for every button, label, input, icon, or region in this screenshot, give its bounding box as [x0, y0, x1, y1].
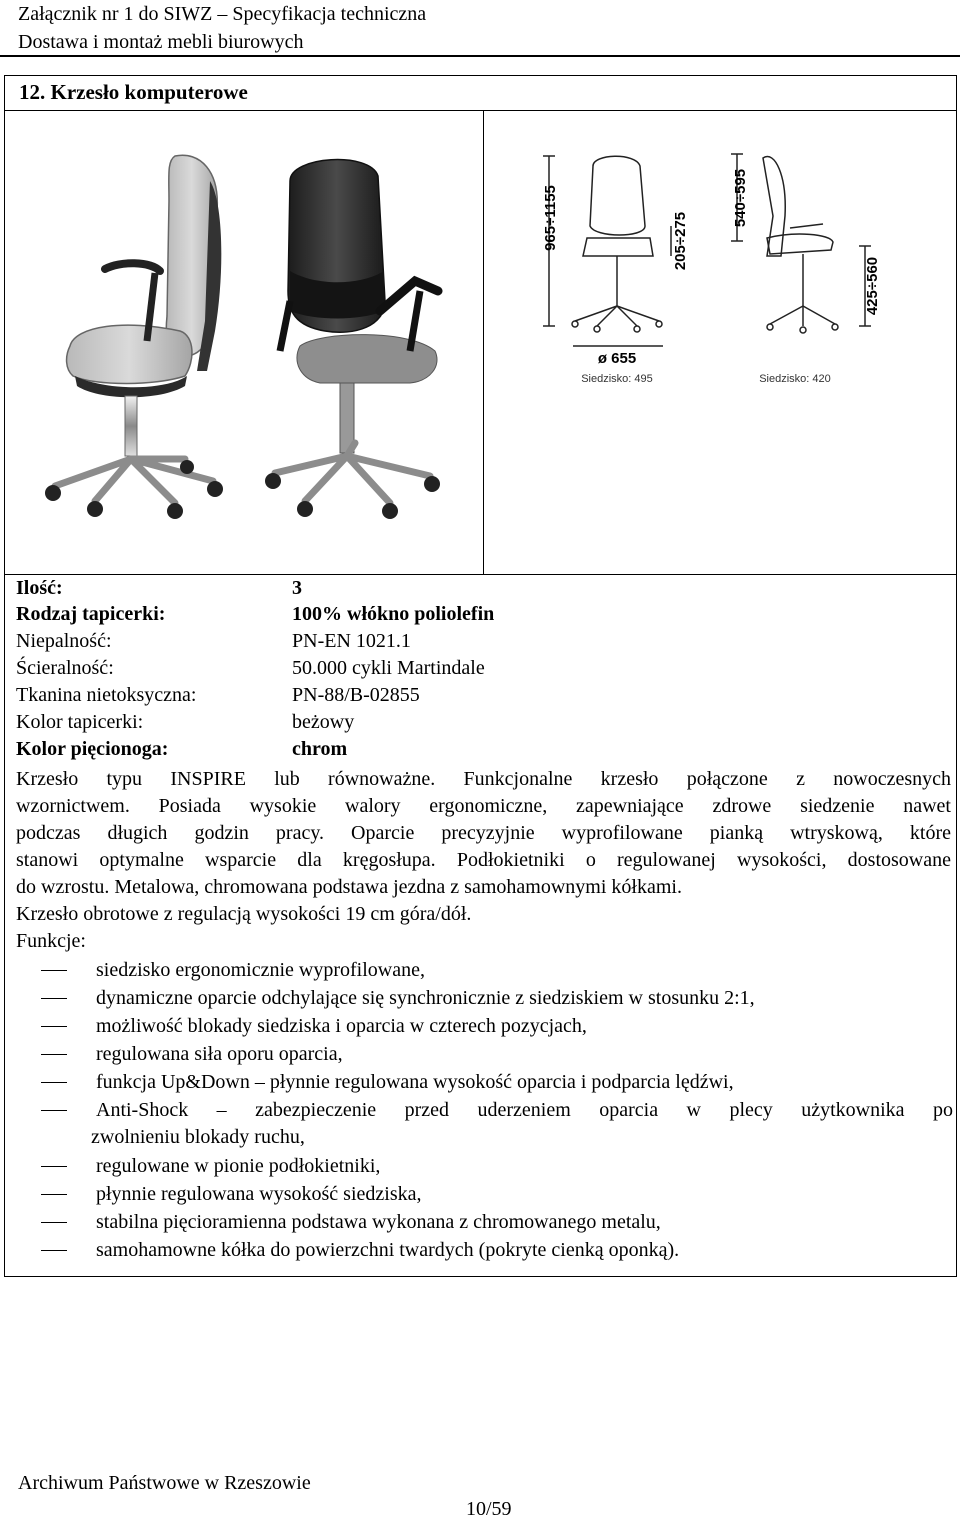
seat-side-label: Siedzisko: 420	[759, 373, 831, 385]
chair-side-photo	[35, 141, 235, 521]
spec-value: PN-EN 1021.1	[292, 630, 411, 652]
function-text: Anti-Shock – zabezpieczenie przed uderzeniem oparcia w plecy użytkownika po	[96, 1099, 953, 1121]
page-number: 10/59	[466, 1498, 512, 1520]
spec-label: Ilość:	[16, 577, 63, 599]
function-text: regulowana siła oporu oparcia,	[96, 1043, 343, 1065]
spec-label: Kolor pięcionoga:	[16, 738, 169, 760]
section-title-box	[4, 75, 957, 111]
description-paragraph	[16, 766, 951, 900]
spec-value: beżowy	[292, 711, 355, 733]
function-text: samohamowne kółka do powierzchni twardych (pokryte cienką oponką).	[96, 1239, 680, 1261]
function-text: regulowane w pionie podłokietniki,	[96, 1155, 381, 1177]
dim-height-total: 965÷1155	[542, 185, 559, 251]
dim-back-height: 540÷595	[732, 168, 749, 228]
dash-bullet-icon	[41, 1026, 67, 1027]
spec-label: Niepalność:	[16, 630, 112, 652]
dash-bullet-icon	[41, 998, 67, 999]
spec-label: Ścieralność:	[16, 657, 114, 679]
function-text: stabilna pięcioramienna podstawa wykonana z chromowanego metalu,	[96, 1211, 661, 1233]
dim-base: ø 655	[597, 350, 637, 367]
functions-label: Funkcje:	[16, 930, 86, 952]
rotation-info: Krzesło obrotowe z regulacją wysokości 19 cm góra/dół.	[16, 903, 472, 925]
archive-footer: Archiwum Państwowe w Rzeszowie	[18, 1472, 311, 1494]
dash-bullet-icon	[41, 1222, 67, 1223]
chair-rear-photo	[260, 151, 460, 521]
image-divider	[483, 111, 484, 575]
dash-bullet-icon	[41, 970, 67, 971]
header-line-2: Dostawa i montaż mebli biurowych	[18, 31, 304, 53]
spec-label: Rodzaj tapicerki:	[16, 603, 166, 625]
header-line-1: Załącznik nr 1 do SIWZ – Specyfikacja techniczna	[18, 3, 427, 25]
function-text: dynamiczne oparcie odchylające się synchronicznie z siedziskiem w stosunku 2:1,	[96, 987, 755, 1009]
dash-bullet-icon	[41, 1194, 67, 1195]
header-rule	[0, 55, 960, 57]
specification-box	[4, 574, 957, 1277]
function-text: siedzisko ergonomicznie wyprofilowane,	[96, 959, 425, 981]
document-header	[18, 0, 426, 56]
spec-label: Tkanina nietoksyczna:	[16, 684, 197, 706]
dim-backrest: 205÷275	[672, 211, 689, 271]
description-line: wzornictwem. Posiada wysokie walory ergonomiczne, zapewniające zdrowe siedzenie nawet	[16, 794, 951, 817]
spec-value: PN-88/B-02855	[292, 684, 420, 706]
spec-value: chrom	[292, 738, 348, 760]
function-text-continuation: zwolnieniu blokady ruchu,	[91, 1126, 305, 1148]
function-text: płynnie regulowana wysokość siedziska,	[96, 1183, 422, 1205]
dash-bullet-icon	[41, 1166, 67, 1167]
description-line: podczas długich godzin pracy. Oparcie precyzyjnie wyprofilowane pianką wtryskową, które	[16, 821, 951, 844]
dash-bullet-icon	[41, 1082, 67, 1083]
spec-value: 50.000 cykli Martindale	[292, 657, 485, 679]
description-line: do wzrostu. Metalowa, chromowana podstawa jezdna z samohamownymi kółkami.	[16, 875, 682, 898]
dim-seat-height: 425÷560	[864, 256, 881, 316]
section-title: 12. Krzesło komputerowe	[19, 80, 248, 104]
dash-bullet-icon	[41, 1054, 67, 1055]
product-images-box	[4, 110, 957, 575]
description-line: Krzesło typu INSPIRE lub równoważne. Funkcjonalne krzesło połączone z nowoczesnych	[16, 768, 951, 790]
description-line: stanowi optymalne wsparcie dla kręgosłupa. Podłokietniki o regulowanej wysokości, dostosowane	[16, 848, 951, 871]
spec-label: Kolor tapicerki:	[16, 711, 144, 733]
function-text: możliwość blokady siedziska i oparcia w czterech pozycjach,	[96, 1015, 587, 1037]
function-text: funkcja Up&Down – płynnie regulowana wysokość oparcia i podparcia lędźwi,	[96, 1071, 734, 1093]
spec-value: 3	[292, 577, 302, 599]
side-dimension-drawing	[715, 146, 890, 386]
spec-value: 100% włókno poliolefin	[292, 603, 495, 625]
seat-front-label: Siedzisko: 495	[581, 373, 653, 385]
dash-bullet-icon	[41, 1110, 67, 1111]
front-dimension-drawing	[535, 146, 695, 386]
dash-bullet-icon	[41, 1250, 67, 1251]
